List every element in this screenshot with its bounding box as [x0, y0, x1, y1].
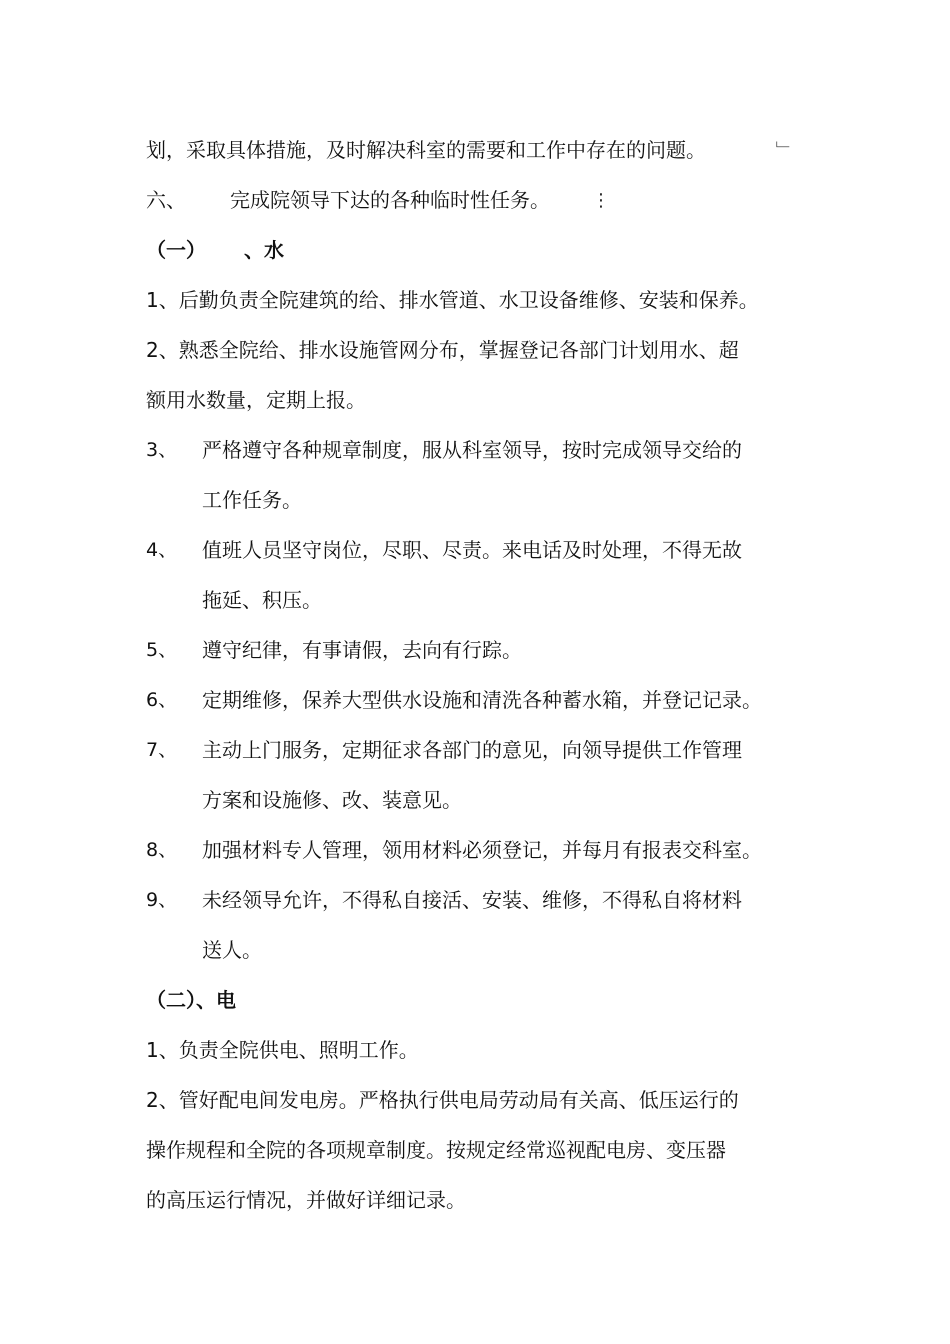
water-item-5-number: 5、 — [146, 639, 178, 661]
electric-heading: （二）、电 — [146, 988, 236, 1012]
water-item-6-line-1: 定期维修，保养大型供水设施和清洗各种蓄水箱，并登记记录。 — [202, 688, 762, 712]
electric-item-1: 1、负责全院供电、照明工作。 — [146, 1038, 419, 1062]
water-item-7-number: 7、 — [146, 739, 178, 761]
water-item-7-line-2: 方案和设施修、改、装意见。 — [202, 788, 462, 812]
water-item-3-line-1: 严格遵守各种规章制度，服从科室领导，按时完成领导交给的 — [202, 438, 742, 462]
water-item-8-line-1: 加强材料专人管理，领用材料必须登记，并每月有报表交科室。 — [202, 838, 762, 862]
water-item-8-number: 8、 — [146, 839, 178, 861]
vertical-ellipsis-icon: ⋮ — [592, 190, 610, 211]
water-item-9-line-1: 未经领导允许，不得私自接活、安装、维修，不得私自将材料 — [202, 888, 742, 912]
water-item-2-line-1: 2、熟悉全院给、排水设施管网分布，掌握登记各部门计划用水、超 — [146, 338, 739, 362]
water-item-4-line-1: 值班人员坚守岗位，尽职、尽责。来电话及时处理，不得无故 — [202, 538, 742, 562]
water-item-1: 1、后勤负责全院建筑的给、排水管道、水卫设备维修、安装和保养。 — [146, 288, 759, 312]
item-6-text: 完成院领导下达的各种临时性任务。 — [230, 188, 550, 212]
water-item-7-line-1: 主动上门服务，定期征求各部门的意见，向领导提供工作管理 — [202, 738, 742, 762]
intro-line: 划，采取具体措施，及时解决科室的需要和工作中存在的问题。 — [146, 138, 706, 162]
item-6-number: 六、 — [146, 188, 186, 212]
water-heading-text: 、水 — [244, 238, 284, 262]
electric-item-2-line-1: 2、管好配电间发电房。严格执行供电局劳动局有关高、低压运行的 — [146, 1088, 739, 1112]
water-item-9-number: 9、 — [146, 889, 178, 911]
electric-item-2-line-2: 操作规程和全院的各项规章制度。按规定经常巡视配电房、变压器 — [146, 1138, 726, 1162]
electric-item-2-line-3: 的高压运行情况，并做好详细记录。 — [146, 1188, 466, 1212]
corner-mark-icon: ﹂ — [776, 141, 794, 162]
water-item-3-number: 3、 — [146, 439, 178, 461]
water-item-9-line-2: 送人。 — [202, 938, 262, 962]
water-item-3-line-2: 工作任务。 — [202, 488, 302, 512]
water-item-6-number: 6、 — [146, 689, 178, 711]
water-item-4-line-2: 拖延、积压。 — [202, 588, 322, 612]
water-item-4-number: 4、 — [146, 539, 178, 561]
water-item-5-line-1: 遵守纪律，有事请假，去向有行踪。 — [202, 638, 522, 662]
water-item-2-line-2: 额用水数量，定期上报。 — [146, 388, 366, 412]
water-heading-number: （一） — [146, 238, 206, 262]
